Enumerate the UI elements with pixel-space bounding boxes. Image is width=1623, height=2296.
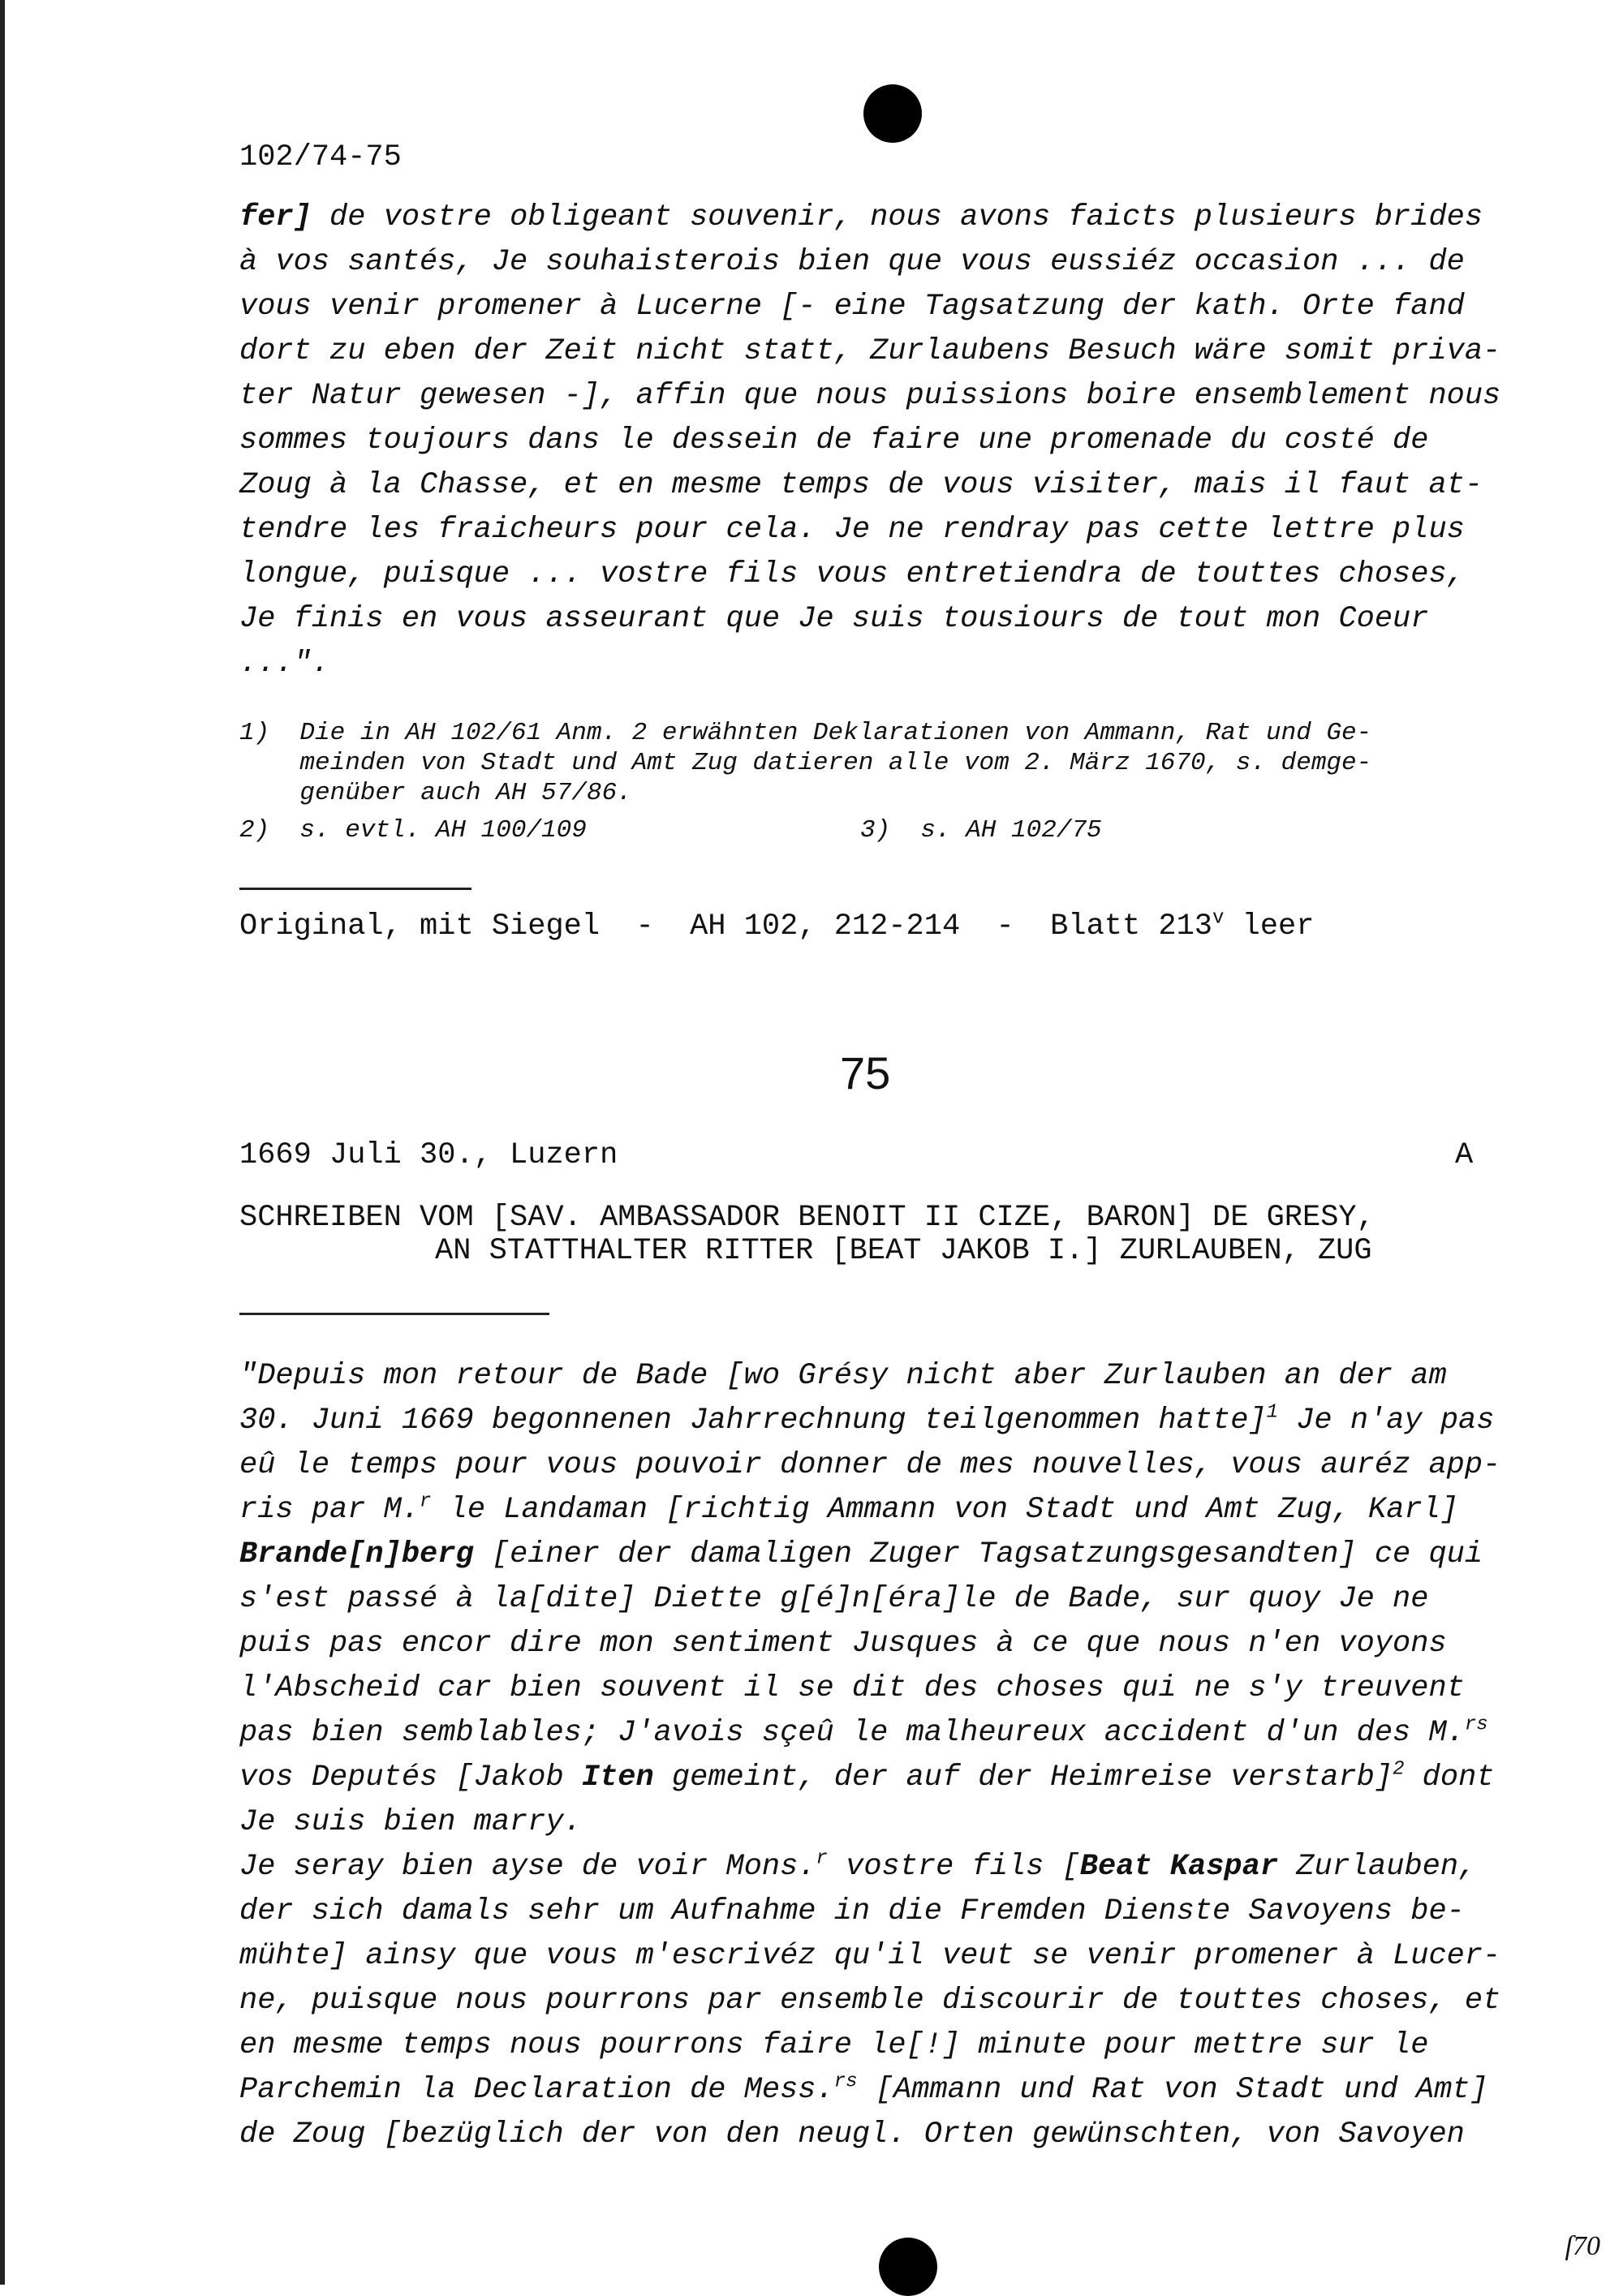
text-line: eû le temps pour vous pouvoir donner de mes nouvelles, vous auréz app-	[239, 1448, 1501, 1482]
footnote-1: 1) Die in AH 102/61 Anm. 2 erwähnten Deklarationen von Ammann, Rat und Ge-	[239, 719, 1372, 747]
text-line: mühte] ainsy que vous m'escrivéz qu'il veut se venir promener à Lucer-	[239, 1939, 1501, 1973]
text-line: Zoug à la Chasse, et en mesme temps de vous visiter, mais il faut at-	[239, 468, 1483, 502]
text-line: der sich damals sehr um Aufnahme in die Fremden Dienste Savoyens be-	[239, 1894, 1465, 1928]
text-line: dort zu eben der Zeit nicht statt, Zurlaubens Besuch wäre somit priva-	[239, 334, 1501, 368]
text-line: sommes toujours dans le dessein de faire une promenade du costé de	[239, 424, 1429, 458]
text-line: ter Natur gewesen -], affin que nous puissions boire ensemblement nous	[239, 379, 1501, 413]
text-line: tendre les fraicheurs pour cela. Je ne rendray pas cette lettre plus	[239, 513, 1465, 547]
footnote-1-cont: genüber auch AH 57/86.	[239, 779, 632, 807]
text-line: 30. Juni 1669 begonnenen Jahrrechnung teilgenommen hatte]$^1$ Je n'ay pas	[239, 1401, 1495, 1438]
text-line: l'Abscheid car bien souvent il se dit des choses qui ne s'y treuvent	[239, 1671, 1465, 1705]
punch-hole-top	[863, 84, 922, 143]
text-line: ris par M.$^r$ le Landaman [richtig Ammann von Stadt und Amt Zug, Karl]	[239, 1490, 1459, 1527]
footnote-1-cont: meinden von Stadt und Amt Zug datieren alle vom 2. März 1670, s. demge-	[239, 749, 1372, 777]
text-line: en mesme temps nous pourrons faire le[!] minute pour mettre sur le	[239, 2028, 1429, 2062]
document-type: A	[1455, 1138, 1474, 1172]
footnote-3: 3) s. AH 102/75	[860, 816, 1102, 845]
text-line: fer] de vostre obligeant souvenir, nous avons faicts plusieurs brides	[239, 200, 1483, 234]
text-line: Parchemin la Declaration de Mess.$^{rs}$ [Ammann und Rat von Stadt und Amt]	[239, 2070, 1488, 2107]
date-place: 1669 Juli 30., Luzern	[239, 1138, 618, 1172]
text-line: ...".	[239, 647, 330, 681]
footnote-2: 2) s. evtl. AH 100/109	[239, 816, 587, 845]
text-line: ne, puisque nous pourrons par ensemble discourir de touttes choses, et	[239, 1984, 1501, 2018]
document-number: 75	[840, 1047, 891, 1099]
text-line: à vos santés, Je souhaisterois bien que vous eussiéz occasion ... de	[239, 245, 1465, 279]
page-reference: 102/74-75	[239, 140, 402, 174]
punch-hole-bottom	[879, 2238, 937, 2296]
document-title: SCHREIBEN VOM [SAV. AMBASSADOR BENOIT II CIZE, BARON] DE GRESY,	[239, 1201, 1375, 1235]
text-line: vos Deputés [Jakob Iten gemeint, der auf der Heimreise verstarb]$^2$ dont	[239, 1758, 1495, 1795]
document-title-cont: AN STATTHALTER RITTER [BEAT JAKOB I.] ZURLAUBEN, ZUG	[435, 1234, 1372, 1268]
section-rule	[239, 888, 471, 890]
corner-mark: ſ70	[1565, 2231, 1600, 2261]
text-line: de Zoug [bezüglich der von den neugl. Orten gewünschten, von Savoyen	[239, 2118, 1465, 2152]
text-line: "Depuis mon retour de Bade [wo Grésy nicht aber Zurlauben an der am	[239, 1359, 1447, 1393]
text-line: Je suis bien marry.	[239, 1805, 582, 1839]
text-line: longue, puisque ... vostre fils vous entretiendra de touttes choses,	[239, 557, 1465, 591]
text-line: Brande[n]berg [einer der damaligen Zuger Tagsatzungsgesandten] ce qui	[239, 1537, 1483, 1572]
section-rule	[239, 1313, 549, 1315]
text-line: vous venir promener à Lucerne [- eine Tagsatzung der kath. Orte fand	[239, 290, 1465, 324]
page-edge	[0, 0, 5, 2285]
text-line: pas bien semblables; J'avois sçeû le malheureux accident d'un des M.$^{rs}$	[239, 1713, 1488, 1750]
source-note: Original, mit Siegel - AH 102, 212-214 - Blatt 213$^v$ leer	[239, 907, 1315, 944]
text-line: Je finis en vous asseurant que Je suis tousiours de tout mon Coeur	[239, 602, 1429, 636]
text-line: Je seray bien ayse de voir Mons.$^r$ vostre fils [Beat Kaspar Zurlauben,	[239, 1847, 1477, 1884]
text-line: puis pas encor dire mon sentiment Jusques à ce que nous n'en voyons	[239, 1627, 1447, 1661]
text-line: s'est passé à la[dite] Diette g[é]n[éra]le de Bade, sur quoy Je ne	[239, 1582, 1429, 1616]
